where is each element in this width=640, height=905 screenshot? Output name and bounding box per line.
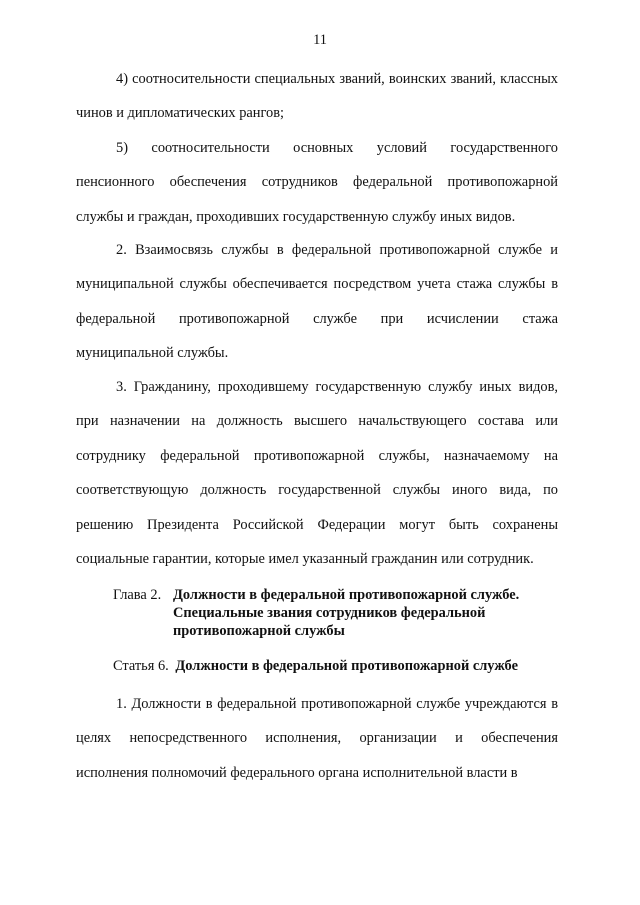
chapter-label: Глава 2. (113, 587, 162, 603)
paragraph-article-6-part-1: 1. Должности в федеральной противопожарной службе учреждаются в целях непосредственного исполнения, организации и обеспечения исполнения полномочий федерального органа исполнительной власти в (76, 696, 558, 781)
article-heading (113, 656, 553, 676)
paragraph-part-2: 2. Взаимосвязь службы в федеральной противопожарной службе и муниципальной службы обеспечивается посредством учета стажа службы в федеральной противопожарной службе при исчислении стажа муниципальной службы. (76, 242, 558, 362)
chapter-title: Должности в федеральной противопожарной службе. Специальные звания сотрудников федеральной противопожарной службы (173, 587, 520, 639)
paragraph-item-4: 4) соотносительности специальных званий, воинских званий, классных чинов и дипломатических рангов; (76, 71, 558, 122)
paragraph-item-5: 5) соотносительности основных условий государственного пенсионного обеспечения сотрудников федеральной противопожарной службы и граждан, проходивших государственную службу иных видов. (76, 140, 558, 225)
page-number: 11 (313, 32, 327, 48)
paragraph-part-3: 3. Гражданину, проходившему государственную службу иных видов, при назначении на должность высшего начальствующего состава или сотруднику федеральной противопожарной службы, назначаемому на соответствующую должность государственной службы иного вида, по решению Президента Российской Федерации могут быть сохранены социальные гарантии, которые имел указанный гражданин или сотрудник. (76, 379, 558, 568)
article-title: Должности в федеральной противопожарной службе (175, 658, 518, 674)
article-label: Статья 6. (113, 658, 169, 674)
